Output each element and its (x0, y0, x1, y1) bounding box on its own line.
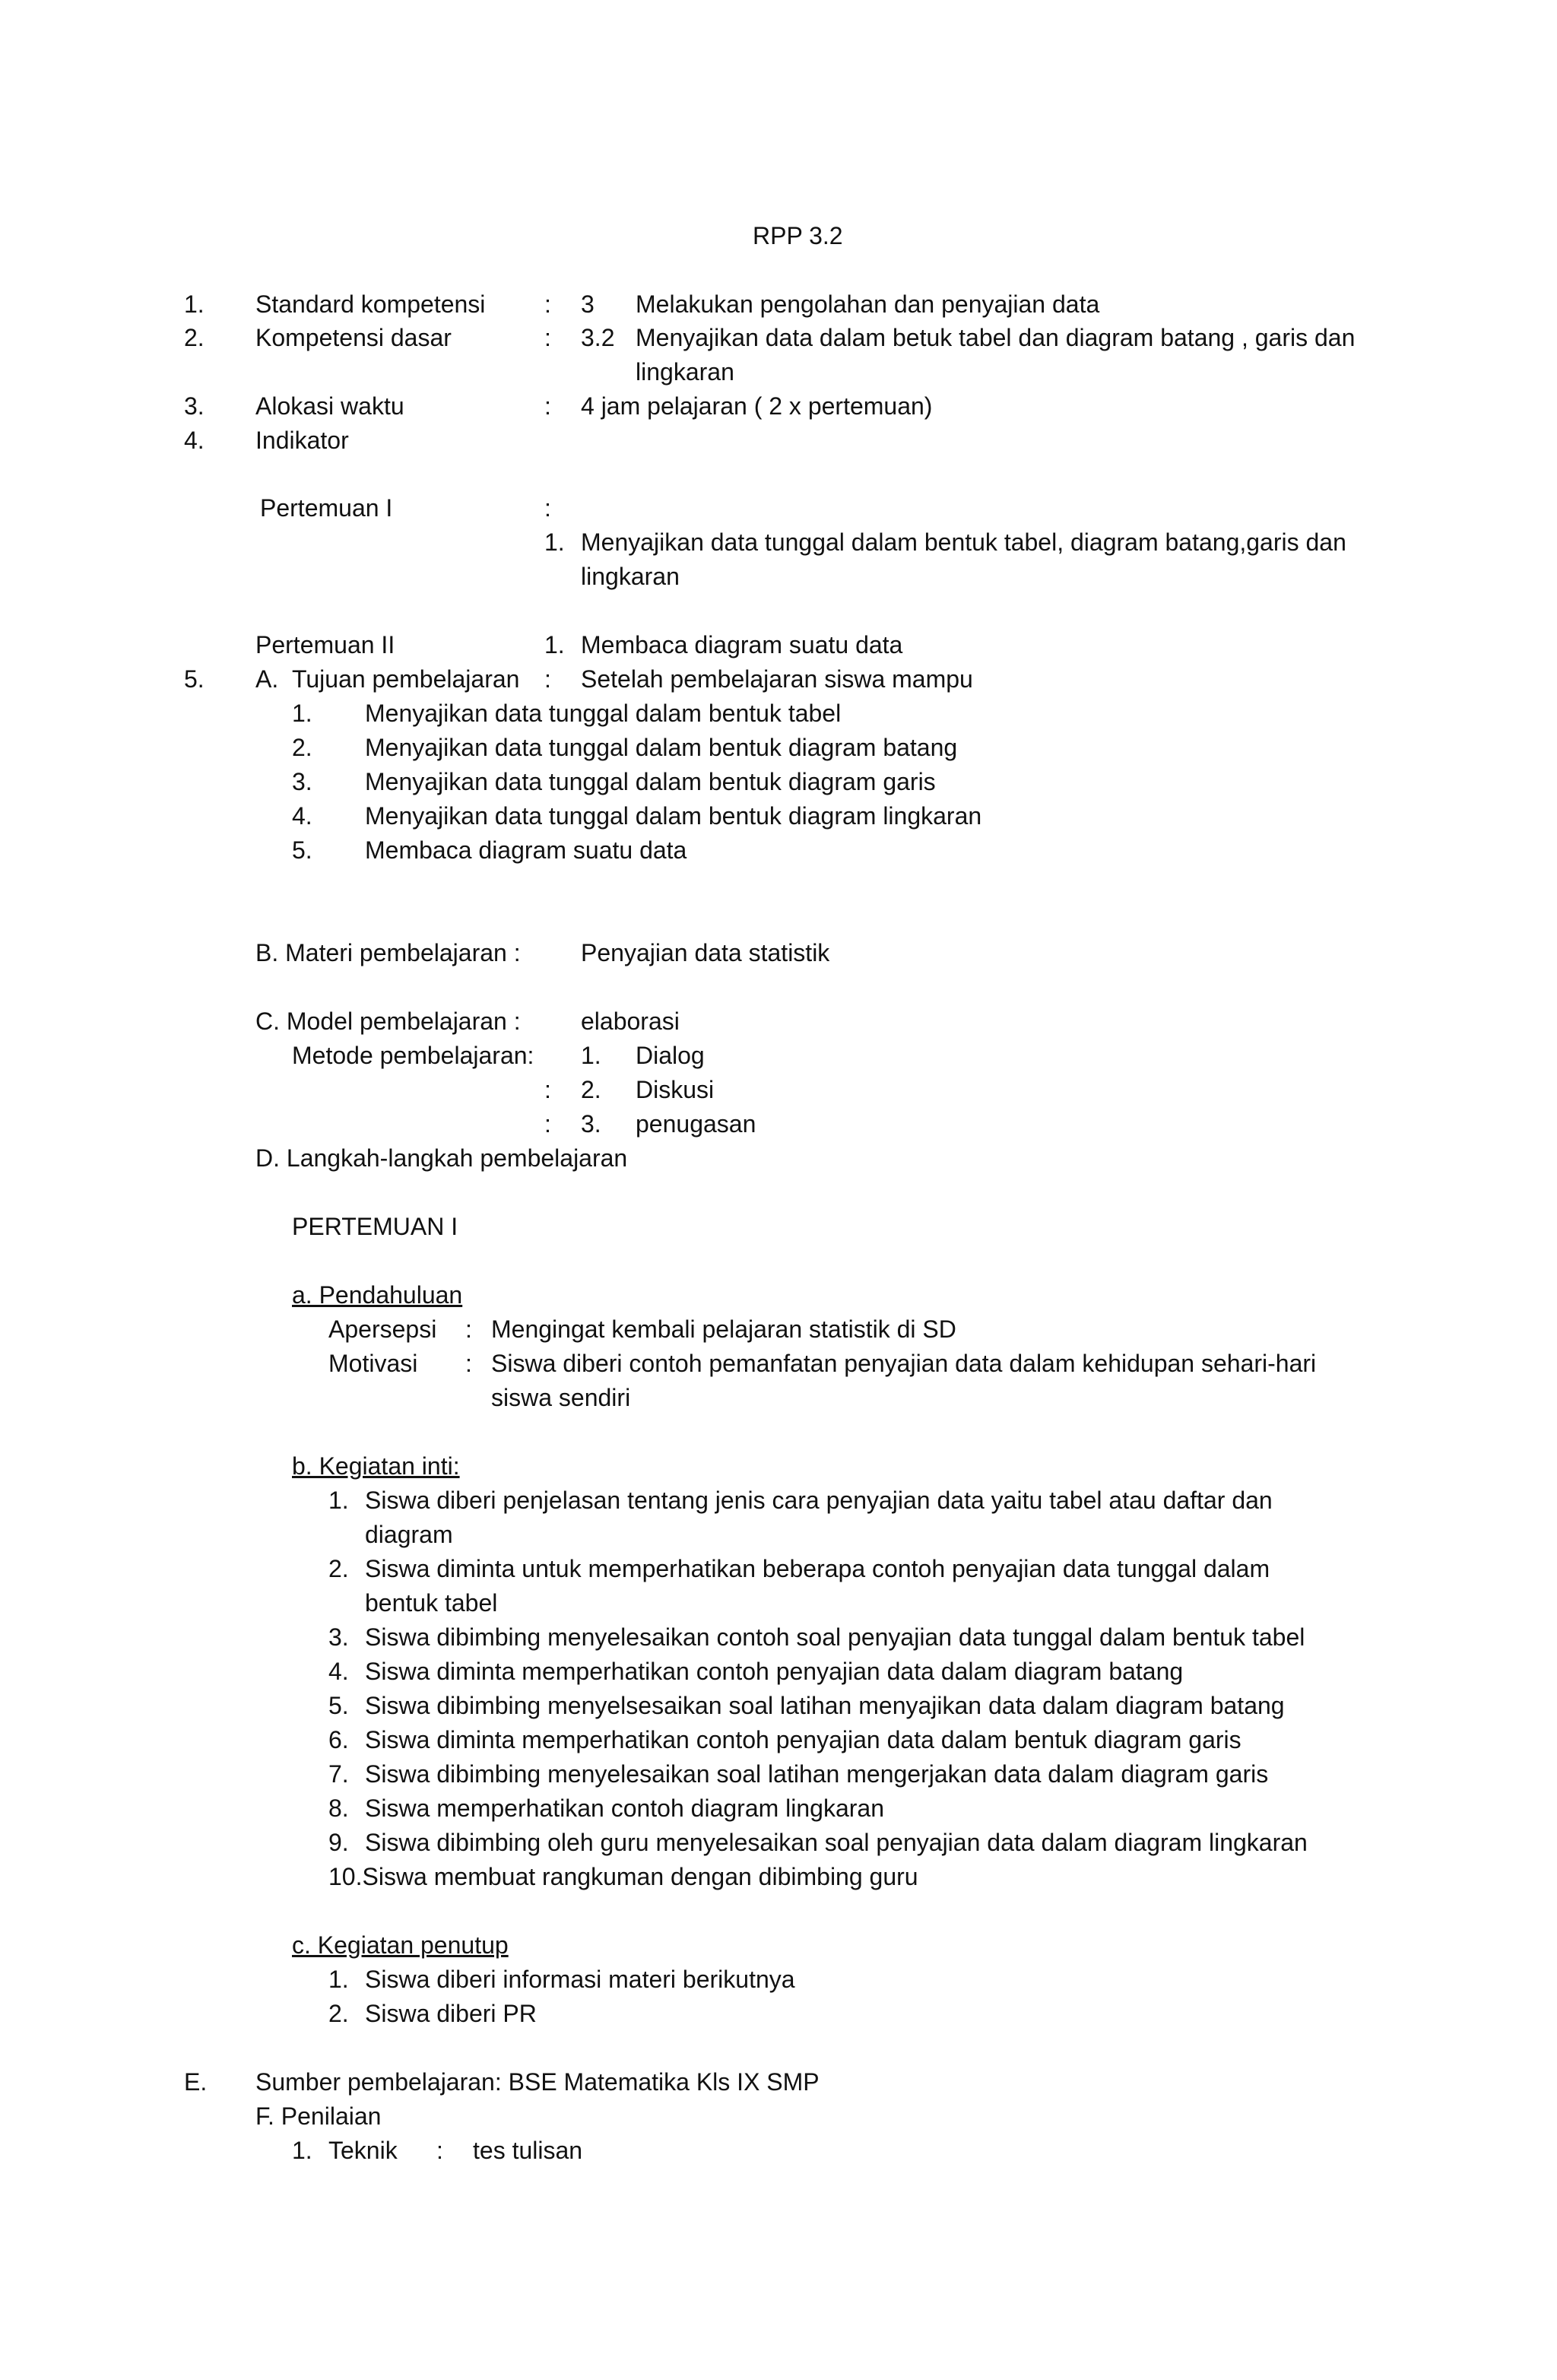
inti-4-text: Siswa diminta memperhatikan contoh penyajian data dalam diagram batang (365, 1658, 1184, 1685)
apersepsi-colon: : (465, 1315, 472, 1343)
section-c-text: elaborasi (581, 1008, 680, 1035)
inti-8-text: Siswa memperhatikan contoh diagram lingkaran (365, 1795, 885, 1822)
pendahuluan-heading: a. Pendahuluan (292, 1281, 463, 1309)
inti-7-number: 7. (328, 1760, 349, 1788)
row-2-code: 3.2 (581, 324, 615, 351)
row-1-text: Melakukan pengolahan dan penyajian data (636, 290, 1100, 318)
inti-4-number: 4. (328, 1658, 349, 1685)
motivasi-text: Siswa diberi contoh pemanfatan penyajian data dalam kehidupan sehari-hari (491, 1350, 1317, 1377)
section-a-label: Tujuan pembelajaran (292, 665, 520, 693)
section-e-text: Sumber pembelajaran: BSE Matematika Kls IX SMP (255, 2068, 820, 2096)
section-e-number: E. (184, 2068, 208, 2096)
row-3-text: 4 jam pelajaran ( 2 x pertemuan) (581, 392, 933, 420)
row-1-code: 3 (581, 290, 595, 318)
section-a-text: Setelah pembelajaran siswa mampu (581, 665, 973, 693)
inti-2-text-continued: bentuk tabel (365, 1589, 498, 1617)
section-a-colon: : (544, 665, 551, 693)
inti-2-number: 2. (328, 1555, 349, 1582)
metode-3-colon: : (544, 1110, 551, 1138)
kegiatan-inti-heading: b. Kegiatan inti: (292, 1452, 460, 1480)
section-a-letter: A. (255, 665, 279, 693)
inti-10-text: 10.Siswa membuat rangkuman dengan dibimbing guru (328, 1863, 918, 1890)
kegiatan-penutup-heading: c. Kegiatan penutup (292, 1931, 509, 1959)
metode-2-colon: : (544, 1076, 551, 1103)
row-2-text-continued: lingkaran (636, 358, 734, 386)
section-b-label: B. Materi pembelajaran : (255, 939, 521, 966)
metode-3-text: penugasan (636, 1110, 756, 1138)
section-f-label: F. Penilaian (255, 2102, 382, 2130)
row-1-number: 1. (184, 290, 205, 318)
inti-8-number: 8. (328, 1795, 349, 1822)
inti-3-number: 3. (328, 1623, 349, 1651)
row-1-label: Standard kompetensi (255, 290, 486, 318)
inti-2-text: Siswa diminta untuk memperhatikan beberapa contoh penyajian data tunggal dalam (365, 1555, 1270, 1582)
tujuan-1-text: Menyajikan data tunggal dalam bentuk tabel (365, 700, 842, 727)
row-3-label: Alokasi waktu (255, 392, 404, 420)
inti-1-text: Siswa diberi penjelasan tentang jenis cara penyajian data yaitu tabel atau daftar dan (365, 1487, 1273, 1514)
tujuan-3-text: Menyajikan data tunggal dalam bentuk diagram garis (365, 768, 936, 795)
penutup-1-number: 1. (328, 1966, 349, 1993)
pertemuan-heading: PERTEMUAN I (292, 1213, 458, 1240)
inti-6-text: Siswa diminta memperhatikan contoh penyajian data dalam bentuk diagram garis (365, 1726, 1241, 1753)
teknik-text: tes tulisan (473, 2137, 583, 2164)
pertemuan-2-item-number: 1. (544, 631, 565, 658)
section-d-label: D. Langkah-langkah pembelajaran (255, 1144, 628, 1172)
motivasi-colon: : (465, 1350, 472, 1377)
tujuan-3-number: 3. (292, 768, 312, 795)
tujuan-4-number: 4. (292, 802, 312, 830)
row-2-label: Kompetensi dasar (255, 324, 452, 351)
inti-3-text: Siswa dibimbing menyelesaikan contoh soal penyajian data tunggal dalam bentuk tabel (365, 1623, 1305, 1651)
metode-label: Metode pembelajaran: (292, 1042, 534, 1069)
teknik-colon: : (436, 2137, 443, 2164)
pertemuan-2-label: Pertemuan II (255, 631, 395, 658)
metode-1-text: Dialog (636, 1042, 705, 1069)
section-c-label: C. Model pembelajaran : (255, 1008, 521, 1035)
metode-2-number: 2. (581, 1076, 601, 1103)
inti-9-text: Siswa dibimbing oleh guru menyelesaikan soal penyajian data dalam diagram lingkaran (365, 1829, 1308, 1856)
metode-3-number: 3. (581, 1110, 601, 1138)
inti-6-number: 6. (328, 1726, 349, 1753)
motivasi-text-continued: siswa sendiri (491, 1384, 631, 1411)
penutup-2-number: 2. (328, 2000, 349, 2027)
section-5-number: 5. (184, 665, 205, 693)
teknik-number: 1. (292, 2137, 312, 2164)
row-2-text: Menyajikan data dalam betuk tabel dan diagram batang , garis dan (636, 324, 1356, 351)
teknik-label: Teknik (328, 2137, 398, 2164)
document-title: RPP 3.2 (753, 222, 843, 249)
row-3-colon: : (544, 392, 551, 420)
inti-1-number: 1. (328, 1487, 349, 1514)
row-4-label: Indikator (255, 427, 349, 454)
inti-7-text: Siswa dibimbing menyelesaikan soal latihan mengerjakan data dalam diagram garis (365, 1760, 1269, 1788)
section-b-text: Penyajian data statistik (581, 939, 830, 966)
inti-5-text: Siswa dibimbing menyelsesaikan soal latihan menyajikan data dalam diagram batang (365, 1692, 1285, 1719)
metode-1-number: 1. (581, 1042, 601, 1069)
pertemuan-1-colon: : (544, 494, 551, 522)
pertemuan-1-item-continued: lingkaran (581, 563, 680, 590)
metode-2-text: Diskusi (636, 1076, 715, 1103)
inti-9-number: 9. (328, 1829, 349, 1856)
penutup-1-text: Siswa diberi informasi materi berikutnya (365, 1966, 795, 1993)
motivasi-label: Motivasi (328, 1350, 418, 1377)
pertemuan-1-item-number: 1. (544, 528, 565, 556)
row-3-number: 3. (184, 392, 205, 420)
row-1-colon: : (544, 290, 551, 318)
tujuan-4-text: Menyajikan data tunggal dalam bentuk diagram lingkaran (365, 802, 982, 830)
tujuan-2-text: Menyajikan data tunggal dalam bentuk diagram batang (365, 734, 958, 761)
tujuan-1-number: 1. (292, 700, 312, 727)
pertemuan-1-item-text: Menyajikan data tunggal dalam bentuk tabel, diagram batang,garis dan (581, 528, 1346, 556)
apersepsi-text: Mengingat kembali pelajaran statistik di SD (491, 1315, 956, 1343)
tujuan-2-number: 2. (292, 734, 312, 761)
row-4-number: 4. (184, 427, 205, 454)
pertemuan-2-item-text: Membaca diagram suatu data (581, 631, 903, 658)
inti-1-text-continued: diagram (365, 1521, 453, 1548)
row-2-colon: : (544, 324, 551, 351)
apersepsi-label: Apersepsi (328, 1315, 437, 1343)
pertemuan-1-label: Pertemuan I (260, 494, 393, 522)
inti-5-number: 5. (328, 1692, 349, 1719)
tujuan-5-text: Membaca diagram suatu data (365, 836, 687, 864)
penutup-2-text: Siswa diberi PR (365, 2000, 537, 2027)
row-2-number: 2. (184, 324, 205, 351)
tujuan-5-number: 5. (292, 836, 312, 864)
